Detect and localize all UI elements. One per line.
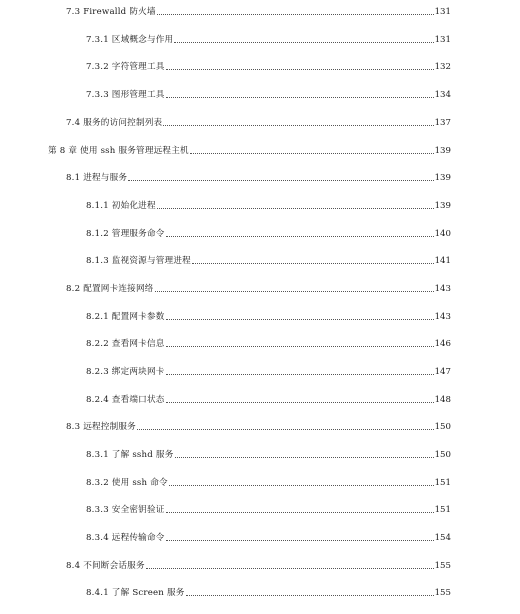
toc-entry-page: 134 — [434, 90, 451, 100]
toc-entry-page: 131 — [434, 7, 451, 17]
toc-entry-title: 8.2.2 查看网卡信息 — [86, 339, 165, 349]
toc-entry-title: 8.2.3 绑定两块网卡 — [86, 367, 165, 377]
dot-leader — [174, 42, 433, 43]
dot-leader — [146, 568, 434, 569]
toc-entry-page: 140 — [434, 229, 451, 239]
toc-entry-8-1-2[interactable] — [86, 225, 451, 239]
toc-entry-title: 7.3.2 字符管理工具 — [86, 62, 165, 72]
toc-entry-page: 139 — [434, 146, 451, 156]
toc-entry-title: 7.3.1 区域概念与作用 — [86, 35, 174, 45]
dot-leader — [166, 236, 434, 237]
toc-entry-title: 8.2.1 配置网卡参数 — [86, 312, 165, 322]
toc-entry-page: 141 — [434, 256, 451, 266]
toc-entry-7-4[interactable] — [66, 114, 451, 128]
toc-entry-title: 8.1.3 监视资源与管理进程 — [86, 256, 191, 266]
dot-leader — [166, 97, 434, 98]
toc-entry-title: 8.3 远程控制服务 — [66, 422, 136, 432]
toc-entry-page: 151 — [434, 505, 451, 515]
dot-leader — [166, 319, 434, 320]
toc-entry-page: 139 — [434, 201, 451, 211]
toc-entry-8-1[interactable] — [66, 169, 451, 183]
toc-entry-8-2-2[interactable] — [86, 335, 451, 349]
toc-entry-title: 7.4 服务的访问控制列表 — [66, 118, 163, 128]
toc-entry-page: 150 — [434, 422, 451, 432]
toc-entry-title: 8.2 配置网卡连接网络 — [66, 284, 154, 294]
dot-leader — [166, 346, 434, 347]
toc-entry-title: 第 8 章 使用 ssh 服务管理远程主机 — [48, 146, 189, 156]
toc-entry-8-1-3[interactable] — [86, 252, 451, 266]
toc-entry-page: 139 — [434, 173, 451, 183]
toc-entry-page: 131 — [434, 35, 451, 45]
toc-entry-title: 8.3.3 安全密钥验证 — [86, 505, 165, 515]
toc-entry-8-3[interactable] — [66, 418, 451, 432]
toc-entry-page: 154 — [434, 533, 451, 543]
toc-entry-8-4-1[interactable] — [86, 584, 451, 598]
dot-leader — [137, 429, 434, 430]
dot-leader — [166, 402, 434, 403]
dot-leader — [166, 540, 434, 541]
toc-entry-7-3-3[interactable] — [86, 86, 451, 100]
dot-leader — [157, 208, 434, 209]
toc-entry-8-1-1[interactable] — [86, 197, 451, 211]
dot-leader — [157, 14, 434, 15]
dot-leader — [166, 374, 434, 375]
toc-entry-7-3[interactable] — [66, 3, 451, 17]
toc-entry-8-2-3[interactable] — [86, 363, 451, 377]
toc-entry-title: 8.4 不间断会话服务 — [66, 561, 145, 571]
dot-leader — [192, 263, 434, 264]
toc-entry-8-2-4[interactable] — [86, 391, 451, 405]
toc-entry-page: 147 — [434, 367, 451, 377]
toc-entry-8-2-1[interactable] — [86, 308, 451, 322]
dot-leader — [190, 153, 434, 154]
toc-entry-8-3-4[interactable] — [86, 529, 451, 543]
toc-entry-title: 8.4.1 了解 Screen 服务 — [86, 588, 185, 598]
dot-leader — [186, 595, 434, 596]
toc-entry-7-3-1[interactable] — [86, 31, 451, 45]
toc-entry-title: 7.3 Firewalld 防火墙 — [66, 7, 156, 17]
toc-entry-chapter-8[interactable] — [48, 142, 451, 156]
toc-entry-page: 143 — [434, 312, 451, 322]
toc-entry-page: 137 — [434, 118, 451, 128]
toc-entry-page: 146 — [434, 339, 451, 349]
toc-entry-8-2[interactable] — [66, 280, 451, 294]
toc-entry-page: 151 — [434, 478, 451, 488]
toc-entry-page: 155 — [434, 561, 451, 571]
toc-entry-title: 8.1 进程与服务 — [66, 173, 128, 183]
toc-entry-title: 8.1.2 管理服务命令 — [86, 229, 165, 239]
toc-entry-title: 8.2.4 查看端口状态 — [86, 395, 165, 405]
toc-entry-title: 7.3.3 图形管理工具 — [86, 90, 165, 100]
toc-entry-title: 8.3.2 使用 ssh 命令 — [86, 478, 168, 488]
toc-entry-page: 150 — [434, 450, 451, 460]
toc-entry-page: 143 — [434, 284, 451, 294]
dot-leader — [155, 291, 434, 292]
dot-leader — [166, 69, 434, 70]
toc-entry-page: 132 — [434, 62, 451, 72]
dot-leader — [163, 125, 433, 126]
toc-entry-8-3-1[interactable] — [86, 446, 451, 460]
toc-entry-title: 8.3.4 远程传输命令 — [86, 533, 165, 543]
dot-leader — [166, 512, 434, 513]
dot-leader — [128, 180, 433, 181]
toc-entry-8-3-3[interactable] — [86, 501, 451, 515]
toc-entry-8-3-2[interactable] — [86, 474, 451, 488]
toc-entry-title: 8.3.1 了解 sshd 服务 — [86, 450, 174, 460]
toc-entry-page: 155 — [434, 588, 451, 598]
toc-entry-title: 8.1.1 初始化进程 — [86, 201, 156, 211]
dot-leader — [175, 457, 434, 458]
toc-entry-page: 148 — [434, 395, 451, 405]
dot-leader — [169, 485, 434, 486]
toc-entry-7-3-2[interactable] — [86, 58, 451, 72]
toc-entry-8-4[interactable] — [66, 557, 451, 571]
